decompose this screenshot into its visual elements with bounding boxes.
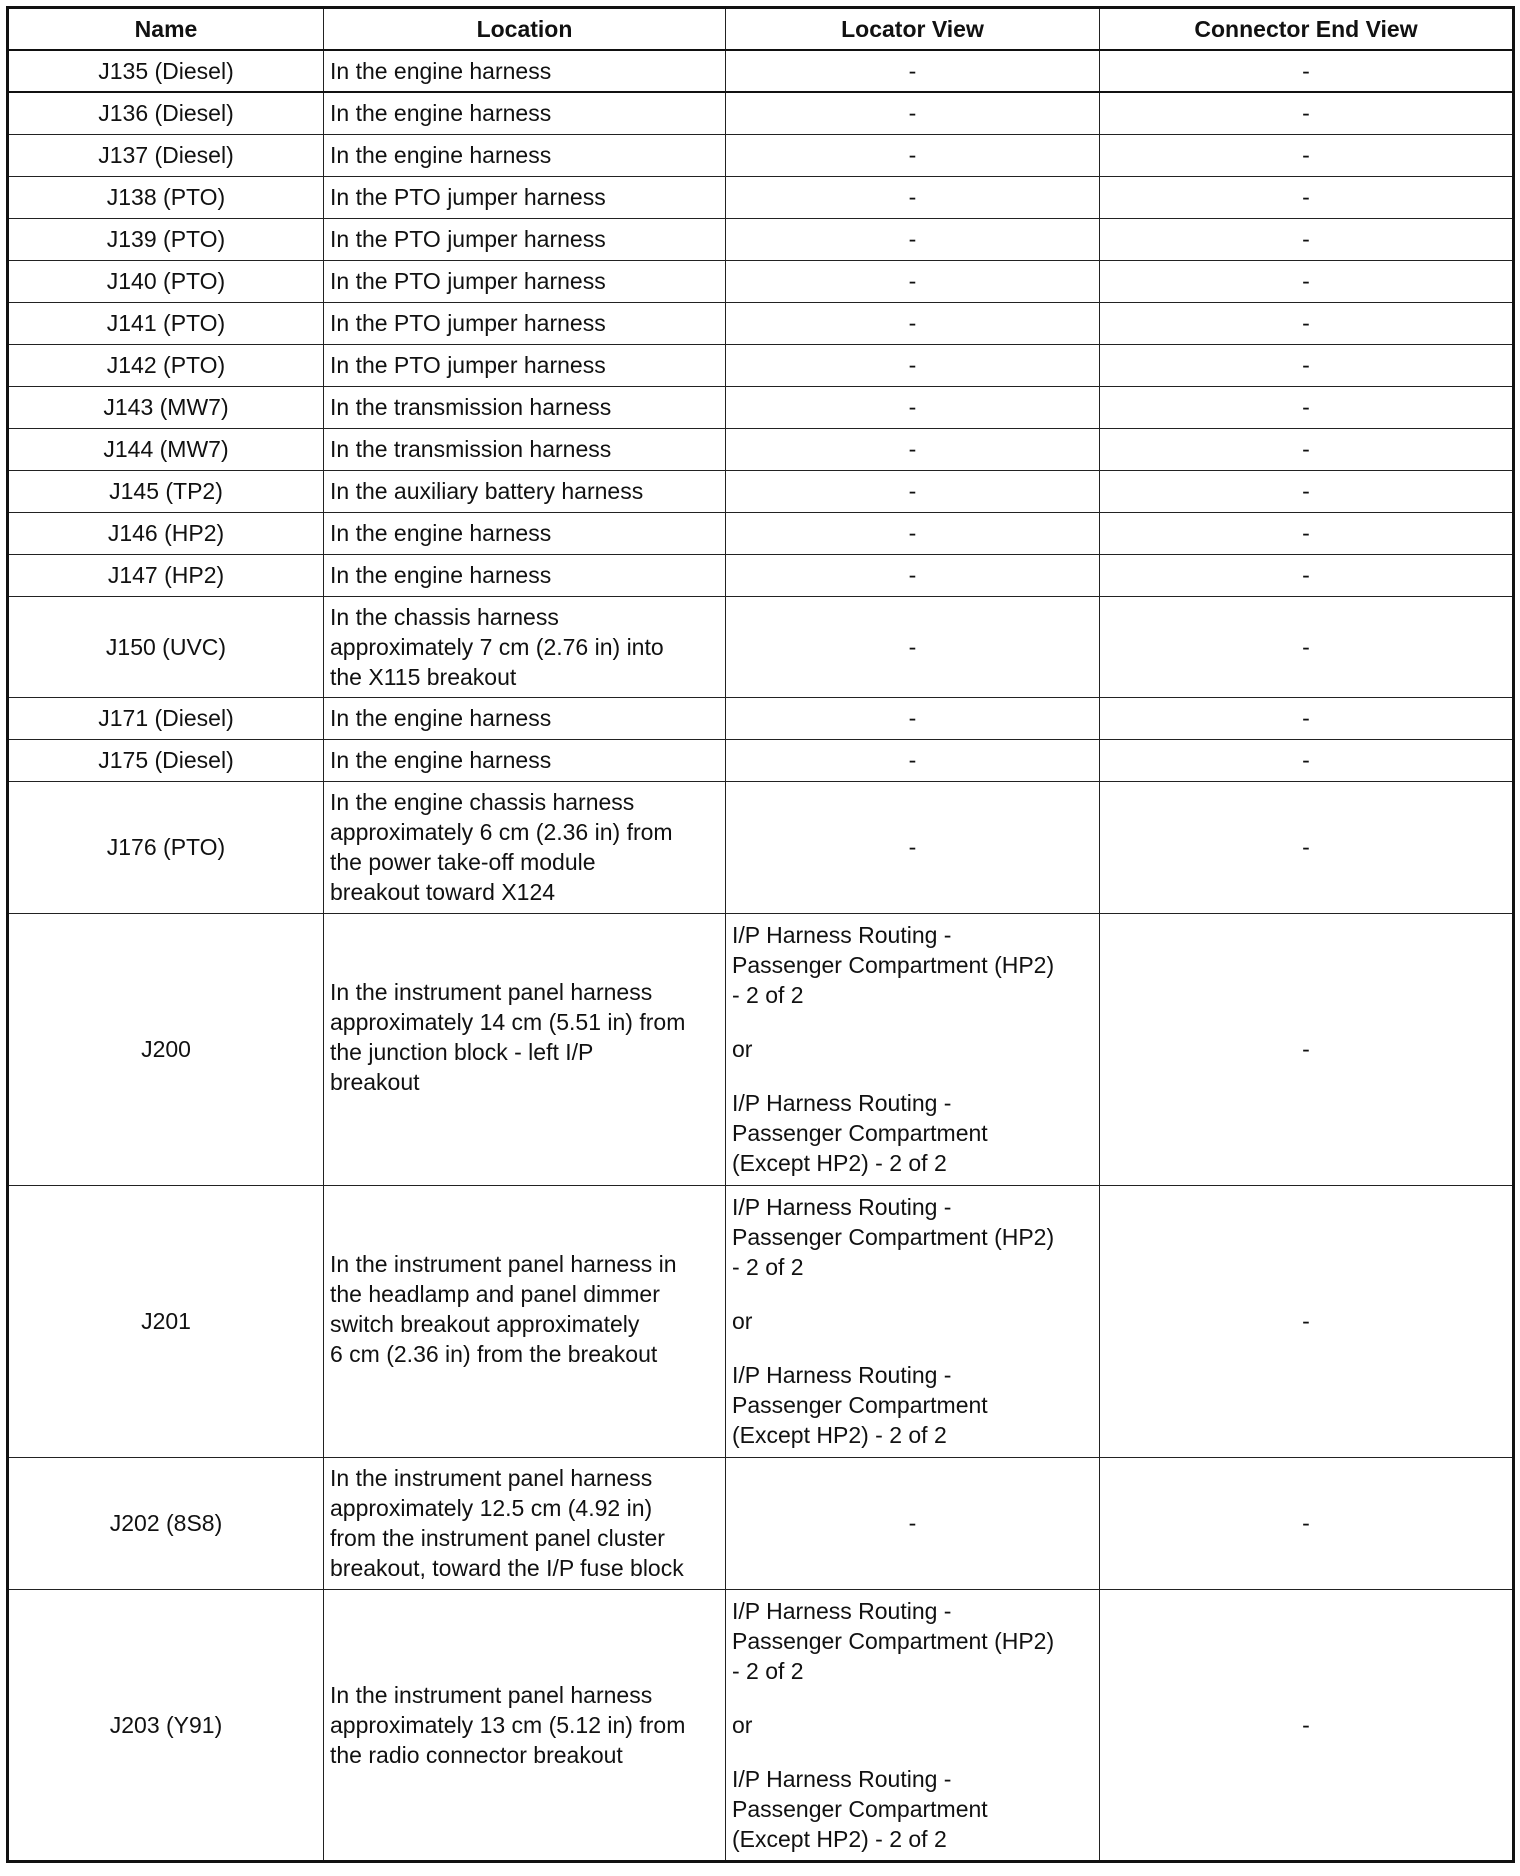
cell-locator-view xyxy=(726,913,1100,1185)
location-line: approximately 7 cm (2.76 in) into xyxy=(330,633,664,660)
table-row xyxy=(8,470,1514,512)
locator-line: (Except HP2) - 2 of 2 xyxy=(732,1422,947,1448)
cell-location xyxy=(324,512,726,554)
cell-connector-end-view: - xyxy=(1100,344,1514,386)
locator-line: Passenger Compartment (HP2) xyxy=(732,1224,1055,1250)
location-line: the X115 breakout xyxy=(330,663,517,690)
table-row xyxy=(8,1457,1514,1589)
header-name: Name xyxy=(8,8,324,51)
cell-location xyxy=(324,697,726,739)
locator-line: - xyxy=(908,394,917,420)
cell-connector-end-view: - xyxy=(1100,512,1514,554)
location-line: In the PTO jumper harness xyxy=(330,184,606,210)
location-line: In the engine harness xyxy=(330,562,552,588)
location-line: In the transmission harness xyxy=(330,394,612,420)
cell-locator-view xyxy=(726,260,1100,302)
cell-locator-view xyxy=(726,739,1100,781)
table-row xyxy=(8,134,1514,176)
cell-connector-end-view: - xyxy=(1100,596,1514,697)
table-row xyxy=(8,386,1514,428)
location-line: from the instrument panel cluster xyxy=(330,1525,665,1551)
cell-location xyxy=(324,470,726,512)
cell-name: J144 (MW7) xyxy=(8,428,324,470)
cell-name: J150 (UVC) xyxy=(8,596,324,697)
location-line: In the chassis harness xyxy=(330,603,559,630)
location-line: In the PTO jumper harness xyxy=(330,352,606,378)
cell-name: J176 (PTO) xyxy=(8,781,324,913)
locator-line: - xyxy=(908,747,917,773)
table-row xyxy=(8,913,1514,1185)
cell-location xyxy=(324,428,726,470)
location-line: breakout toward X124 xyxy=(330,879,556,905)
cell-location xyxy=(324,554,726,596)
location-line: In the PTO jumper harness xyxy=(330,310,606,336)
locator-line: - xyxy=(908,100,917,127)
cell-name: J137 (Diesel) xyxy=(8,134,324,176)
cell-name: J143 (MW7) xyxy=(8,386,324,428)
cell-locator-view xyxy=(726,92,1100,134)
cell-connector-end-view: - xyxy=(1100,386,1514,428)
location-line: In the instrument panel harness xyxy=(330,979,653,1005)
locator-line: I/P Harness Routing - xyxy=(732,1597,952,1624)
locator-line: I/P Harness Routing - xyxy=(732,1090,952,1116)
cell-location xyxy=(324,913,726,1185)
table-row xyxy=(8,781,1514,913)
locator-line: - xyxy=(908,633,917,660)
table-row xyxy=(8,596,1514,697)
harness-splice-table xyxy=(6,6,1515,1863)
cell-name: J140 (PTO) xyxy=(8,260,324,302)
header-connector-end-view: Connector End View xyxy=(1100,8,1514,51)
cell-name: J202 (8S8) xyxy=(8,1457,324,1589)
locator-line: Passenger Compartment (HP2) xyxy=(732,1627,1055,1654)
locator-line: - xyxy=(908,834,917,860)
cell-name: J139 (PTO) xyxy=(8,218,324,260)
locator-line: - xyxy=(908,268,917,294)
cell-connector-end-view: - xyxy=(1100,1185,1514,1457)
cell-locator-view xyxy=(726,50,1100,92)
cell-name: J200 xyxy=(8,913,324,1185)
cell-location xyxy=(324,1185,726,1457)
cell-name: J175 (Diesel) xyxy=(8,739,324,781)
locator-line: - 2 of 2 xyxy=(732,1254,804,1280)
location-line: In the PTO jumper harness xyxy=(330,268,606,294)
cell-locator-view xyxy=(726,1185,1100,1457)
cell-connector-end-view: - xyxy=(1100,470,1514,512)
locator-line: - 2 of 2 xyxy=(732,1657,804,1684)
cell-locator-view xyxy=(726,176,1100,218)
table-row xyxy=(8,1185,1514,1457)
cell-locator-view xyxy=(726,512,1100,554)
location-line: In the engine chassis harness xyxy=(330,789,635,815)
cell-connector-end-view: - xyxy=(1100,92,1514,134)
locator-line: - xyxy=(908,142,917,168)
cell-connector-end-view: - xyxy=(1100,739,1514,781)
location-line: In the engine harness xyxy=(330,100,552,127)
location-line: In the instrument panel harness xyxy=(330,1465,653,1491)
cell-location xyxy=(324,218,726,260)
cell-location xyxy=(324,134,726,176)
cell-name: J147 (HP2) xyxy=(8,554,324,596)
cell-locator-view xyxy=(726,1589,1100,1861)
cell-name: J136 (Diesel) xyxy=(8,92,324,134)
cell-location xyxy=(324,386,726,428)
location-line: approximately 6 cm (2.36 in) from xyxy=(330,819,673,845)
locator-line: I/P Harness Routing - xyxy=(732,1362,952,1388)
locator-line: Passenger Compartment xyxy=(732,1120,988,1146)
locator-line: I/P Harness Routing - xyxy=(732,1194,952,1220)
location-line: breakout, toward the I/P fuse block xyxy=(330,1555,684,1581)
cell-locator-view xyxy=(726,781,1100,913)
location-line: In the engine harness xyxy=(330,520,552,546)
location-line: approximately 13 cm (5.12 in) from xyxy=(330,1711,686,1738)
location-line: the radio connector breakout xyxy=(330,1741,623,1768)
location-line: In the engine harness xyxy=(330,747,552,773)
header-locator-view: Locator View xyxy=(726,8,1100,51)
locator-line: - xyxy=(908,478,917,504)
cell-connector-end-view: - xyxy=(1100,218,1514,260)
table-row xyxy=(8,50,1514,92)
cell-location xyxy=(324,50,726,92)
location-line: In the transmission harness xyxy=(330,436,612,462)
cell-location xyxy=(324,596,726,697)
cell-locator-view xyxy=(726,1457,1100,1589)
locator-line: or xyxy=(732,1036,753,1062)
cell-locator-view xyxy=(726,134,1100,176)
cell-name: J145 (TP2) xyxy=(8,470,324,512)
locator-line: - xyxy=(908,352,917,378)
locator-line: - xyxy=(908,562,917,588)
locator-line: - 2 of 2 xyxy=(732,982,804,1008)
cell-connector-end-view: - xyxy=(1100,913,1514,1185)
table-row xyxy=(8,739,1514,781)
cell-connector-end-view: - xyxy=(1100,554,1514,596)
cell-location xyxy=(324,1589,726,1861)
cell-locator-view xyxy=(726,554,1100,596)
cell-location xyxy=(324,739,726,781)
table-row xyxy=(8,554,1514,596)
locator-line: - xyxy=(908,310,917,336)
locator-line: Passenger Compartment xyxy=(732,1795,988,1822)
table-row xyxy=(8,1589,1514,1861)
cell-name: J138 (PTO) xyxy=(8,176,324,218)
table-row xyxy=(8,218,1514,260)
header-row xyxy=(8,8,1514,51)
locator-line: Passenger Compartment (HP2) xyxy=(732,952,1055,978)
location-line: approximately 14 cm (5.51 in) from xyxy=(330,1009,686,1035)
table-row xyxy=(8,344,1514,386)
cell-connector-end-view: - xyxy=(1100,260,1514,302)
table-row xyxy=(8,176,1514,218)
cell-connector-end-view: - xyxy=(1100,1457,1514,1589)
table-body xyxy=(8,50,1514,1861)
table-row xyxy=(8,697,1514,739)
cell-location xyxy=(324,92,726,134)
cell-locator-view xyxy=(726,218,1100,260)
location-line: the junction block - left I/P xyxy=(330,1039,594,1065)
cell-name: J201 xyxy=(8,1185,324,1457)
locator-line: - xyxy=(908,436,917,462)
locator-line: or xyxy=(732,1308,753,1334)
locator-line: or xyxy=(732,1711,753,1738)
location-line: the power take-off module xyxy=(330,849,596,875)
cell-locator-view xyxy=(726,428,1100,470)
locator-line: - xyxy=(908,226,917,252)
cell-location xyxy=(324,176,726,218)
cell-locator-view xyxy=(726,470,1100,512)
cell-connector-end-view: - xyxy=(1100,302,1514,344)
location-line: approximately 12.5 cm (4.92 in) xyxy=(330,1495,653,1521)
table-row xyxy=(8,260,1514,302)
cell-connector-end-view: - xyxy=(1100,50,1514,92)
locator-line: - xyxy=(908,1510,917,1536)
cell-connector-end-view: - xyxy=(1100,781,1514,913)
locator-line: (Except HP2) - 2 of 2 xyxy=(732,1825,947,1852)
location-line: In the auxiliary battery harness xyxy=(330,478,644,504)
locator-line: I/P Harness Routing - xyxy=(732,1765,952,1792)
location-line: switch breakout approximately xyxy=(330,1311,640,1337)
cell-name: J141 (PTO) xyxy=(8,302,324,344)
cell-connector-end-view: - xyxy=(1100,134,1514,176)
location-line: In the engine harness xyxy=(330,142,552,168)
table-row xyxy=(8,512,1514,554)
cell-locator-view xyxy=(726,697,1100,739)
location-line: breakout xyxy=(330,1069,420,1095)
location-line: In the PTO jumper harness xyxy=(330,226,606,252)
locator-line: - xyxy=(908,705,917,731)
locator-line: (Except HP2) - 2 of 2 xyxy=(732,1150,947,1176)
location-line: the headlamp and panel dimmer xyxy=(330,1281,660,1307)
cell-locator-view xyxy=(726,386,1100,428)
location-line: In the engine harness xyxy=(330,705,552,731)
location-line: In the instrument panel harness xyxy=(330,1681,653,1708)
table-row xyxy=(8,92,1514,134)
cell-connector-end-view: - xyxy=(1100,428,1514,470)
location-line: In the instrument panel harness in xyxy=(330,1251,677,1277)
cell-name: J146 (HP2) xyxy=(8,512,324,554)
cell-connector-end-view: - xyxy=(1100,176,1514,218)
cell-connector-end-view: - xyxy=(1100,1589,1514,1861)
cell-name: J171 (Diesel) xyxy=(8,697,324,739)
cell-locator-view xyxy=(726,302,1100,344)
locator-line: Passenger Compartment xyxy=(732,1392,988,1418)
cell-location xyxy=(324,1457,726,1589)
locator-line: I/P Harness Routing - xyxy=(732,922,952,948)
table-row xyxy=(8,302,1514,344)
table-row xyxy=(8,428,1514,470)
cell-locator-view xyxy=(726,344,1100,386)
location-line: 6 cm (2.36 in) from the breakout xyxy=(330,1341,658,1367)
locator-line: - xyxy=(908,184,917,210)
cell-location xyxy=(324,344,726,386)
cell-location xyxy=(324,260,726,302)
location-line: In the engine harness xyxy=(330,58,552,84)
locator-line: - xyxy=(908,520,917,546)
cell-name: J135 (Diesel) xyxy=(8,50,324,92)
cell-location xyxy=(324,302,726,344)
cell-connector-end-view: - xyxy=(1100,697,1514,739)
locator-line: - xyxy=(908,58,917,84)
cell-name: J203 (Y91) xyxy=(8,1589,324,1861)
cell-name: J142 (PTO) xyxy=(8,344,324,386)
header-location: Location xyxy=(324,8,726,51)
cell-location xyxy=(324,781,726,913)
cell-locator-view xyxy=(726,596,1100,697)
